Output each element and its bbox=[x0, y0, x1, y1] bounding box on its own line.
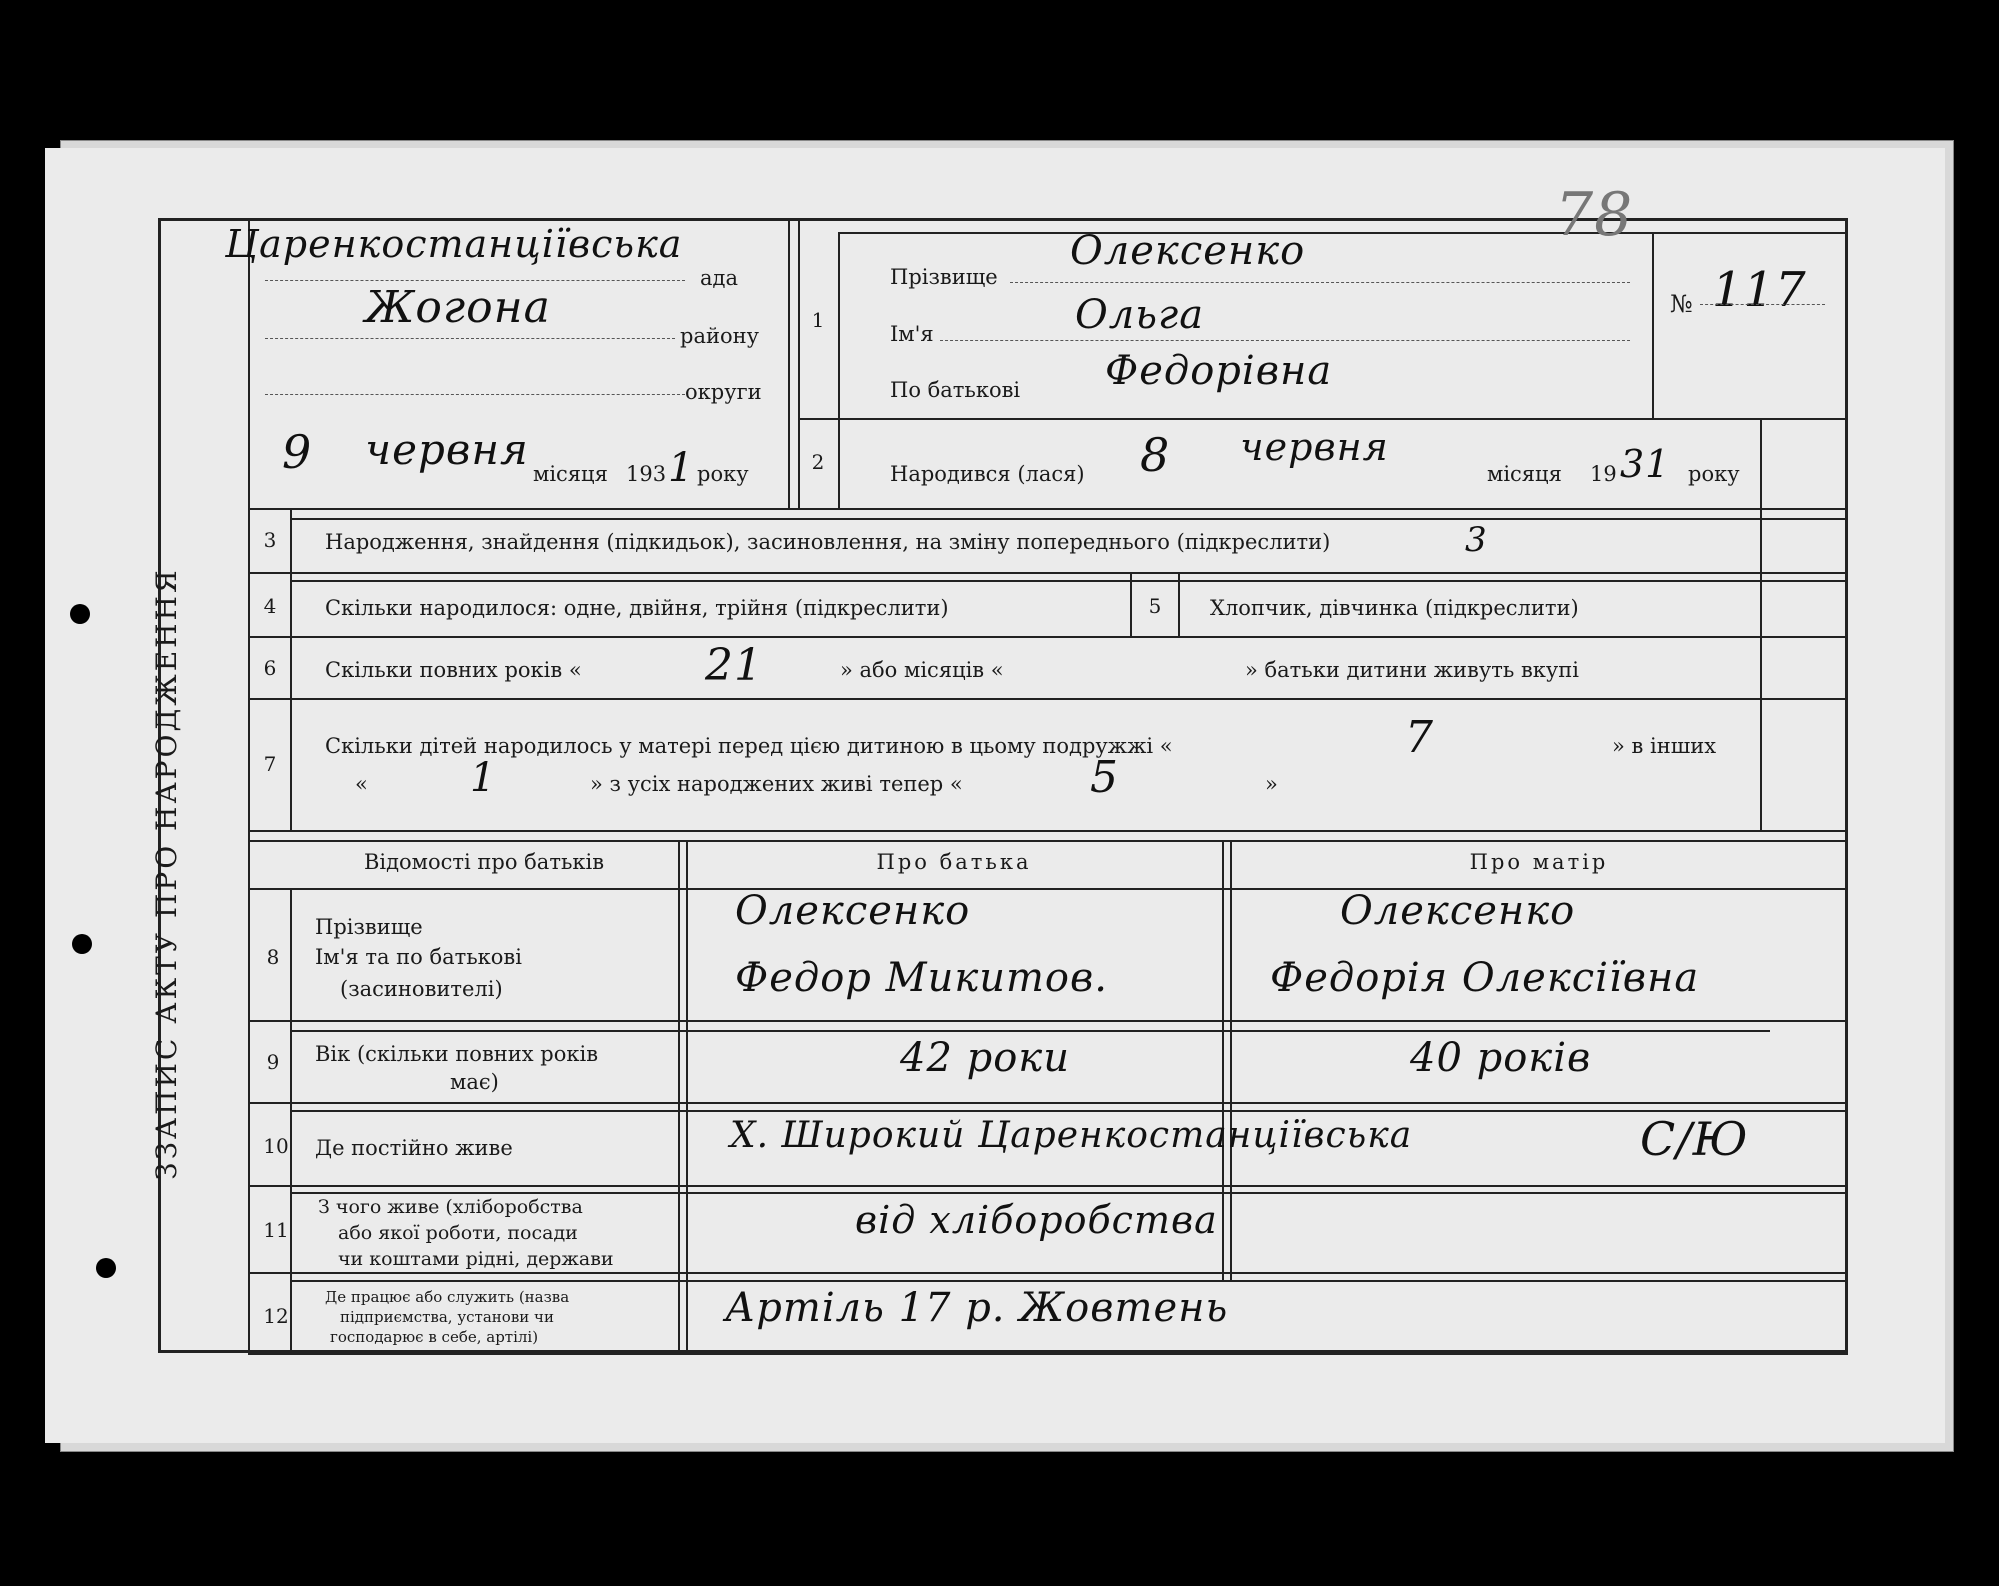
parents-top-inner bbox=[248, 840, 1848, 842]
row6-text-b: » або місяців « bbox=[840, 658, 1004, 682]
mother-surname: Олексенко bbox=[1340, 888, 1576, 934]
surname-label: Прізвище bbox=[890, 265, 998, 289]
year-handwritten: 1 bbox=[668, 445, 695, 491]
born-year-word: року bbox=[1688, 462, 1740, 486]
binder-hole bbox=[70, 604, 90, 624]
row7-text-e: » bbox=[1265, 772, 1278, 796]
patronymic-label: По батькові bbox=[890, 378, 1021, 402]
district-suffix: району bbox=[680, 324, 759, 348]
binder-hole bbox=[96, 1258, 116, 1278]
row-number: 2 bbox=[811, 450, 825, 474]
born-year-handwritten: 31 bbox=[1620, 442, 1671, 486]
name-label: Ім'я bbox=[890, 322, 934, 346]
row6-text-a: Скільки повних років « bbox=[325, 658, 582, 682]
row7-text-d: » з усіх народжених живі тепер « bbox=[590, 772, 963, 796]
header-father: Про батька bbox=[876, 850, 1032, 874]
surname-value: Олексенко bbox=[1070, 228, 1306, 274]
row7-text-b: » в інших bbox=[1612, 734, 1717, 758]
row9-top-inner bbox=[290, 1030, 1770, 1032]
row3-text: Народження, знайдення (підкидьок), засиновлення, на зміну попереднього (підкреслити) bbox=[325, 530, 1331, 554]
r9-label-2: має) bbox=[450, 1070, 499, 1094]
row4-top bbox=[248, 572, 1848, 574]
header-mother: Про матір bbox=[1469, 850, 1609, 874]
row6-text-c: » батьки дитини живуть вкупі bbox=[1245, 658, 1579, 682]
row-number: 4 bbox=[263, 594, 277, 618]
year-word: року bbox=[697, 462, 749, 486]
row4-text: Скільки народилося: одне, двійня, трійня (підкреслити) bbox=[325, 596, 949, 620]
okrug-line bbox=[265, 394, 685, 395]
number-box-left bbox=[1652, 232, 1654, 418]
row4-top-inner bbox=[290, 580, 1848, 582]
residence: Х. Широкий Царенкостанціївська bbox=[730, 1115, 1413, 1156]
month-word: місяця bbox=[533, 462, 608, 486]
row12-top bbox=[248, 1272, 1848, 1274]
father-name: Федор Микитов. bbox=[735, 955, 1109, 1001]
binder-hole bbox=[72, 934, 92, 954]
record-number-prefix: № bbox=[1670, 290, 1693, 318]
row9-top bbox=[248, 1020, 1848, 1022]
row7-this-marriage: 7 bbox=[1405, 712, 1434, 763]
row-number: 11 bbox=[263, 1218, 289, 1242]
r12-label-2: підприємства, установи чи bbox=[340, 1308, 554, 1326]
r9-label-1: Вік (скільки повних років bbox=[315, 1042, 599, 1066]
row11-top-inner bbox=[290, 1192, 1848, 1194]
row10-top bbox=[248, 1102, 1848, 1104]
row-number: 10 bbox=[263, 1134, 289, 1158]
born-month-word: місяця bbox=[1487, 462, 1562, 486]
header-label: Відомості про батьків bbox=[363, 850, 605, 874]
r11-label-2: або якої роботи, посади bbox=[338, 1222, 578, 1244]
born-year-print: 19 bbox=[1590, 462, 1617, 486]
top-divider-2 bbox=[798, 218, 800, 508]
date-month: червня bbox=[365, 425, 529, 474]
row3-mark: 3 bbox=[1465, 520, 1488, 560]
parents-col-label bbox=[678, 840, 680, 1353]
father-age: 42 роки bbox=[900, 1035, 1070, 1081]
year-print: 193 bbox=[626, 462, 667, 486]
top-divider-1 bbox=[788, 218, 790, 508]
row5-divider-b bbox=[1178, 572, 1180, 638]
row-number: 7 bbox=[263, 752, 277, 776]
district-line bbox=[265, 338, 675, 339]
r8-label-2: Ім'я та по батькові bbox=[315, 945, 522, 969]
title-strip-divider bbox=[248, 218, 250, 1353]
record-number-value: 117 bbox=[1712, 262, 1807, 318]
r12-label-1: Де працює або служить (назва bbox=[325, 1288, 570, 1306]
residence-mark: С/Ю bbox=[1640, 1112, 1749, 1166]
row3-top-inner bbox=[290, 518, 1848, 520]
rada-suffix: ада bbox=[700, 266, 738, 290]
row-number: 9 bbox=[266, 1050, 280, 1074]
vertical-title: ЗЗАПИС АКТУ ПРО НАРОДЖЕННЯ bbox=[150, 567, 183, 1180]
mother-name: Федорія Олексіївна bbox=[1270, 955, 1700, 1001]
rows-right-edge bbox=[1760, 418, 1762, 830]
born-day: 8 bbox=[1140, 428, 1171, 482]
row6-top bbox=[248, 636, 1848, 638]
row10-top-inner bbox=[290, 1110, 1848, 1112]
row7-text-c: « bbox=[355, 772, 368, 796]
row7-text-a: Скільки дітей народилось у матері перед цією дитиною в цьому подружжі « bbox=[325, 734, 1173, 758]
parents-top bbox=[248, 830, 1848, 832]
r11-label-3: чи коштами рідні, держави bbox=[338, 1248, 614, 1270]
council-handwritten: Царенкостанціївська bbox=[225, 222, 683, 266]
number-box-top bbox=[838, 232, 1848, 234]
born-month: червня bbox=[1240, 425, 1389, 469]
parents-rownum-col bbox=[290, 888, 292, 1353]
row11-top bbox=[248, 1185, 1848, 1187]
top-divider-3 bbox=[838, 232, 840, 508]
parents-col-label-b bbox=[686, 840, 688, 1353]
row7-top bbox=[248, 698, 1848, 700]
parents-col-mother bbox=[1222, 840, 1224, 1280]
okrug-suffix: округи bbox=[685, 380, 762, 404]
parents-col-mother-b bbox=[1230, 840, 1232, 1280]
row5-text: Хлопчик, дівчинка (підкреслити) bbox=[1210, 596, 1579, 620]
row-number: 1 bbox=[811, 308, 825, 332]
r8-label-1: Прізвище bbox=[315, 915, 423, 939]
corner-mark: 78 bbox=[1555, 180, 1634, 250]
table-bottom bbox=[248, 1353, 1848, 1355]
born-label: Народився (лася) bbox=[890, 462, 1085, 486]
row-number: 8 bbox=[266, 945, 280, 969]
r8-label-3: (засиновителі) bbox=[340, 977, 503, 1001]
row12-top-inner bbox=[290, 1280, 1848, 1282]
r12-label-3: господарює в себе, артілі) bbox=[330, 1328, 539, 1346]
row-number: 12 bbox=[263, 1304, 289, 1328]
parents-header-bottom bbox=[248, 888, 1848, 890]
livelihood: від хліборобства bbox=[855, 1198, 1218, 1242]
date-day: 9 bbox=[282, 425, 313, 479]
name-value: Ольга bbox=[1075, 292, 1205, 338]
name-line bbox=[940, 340, 1630, 341]
top-row-divider bbox=[798, 418, 1848, 420]
row-number: 3 bbox=[263, 528, 277, 552]
rownum-col-line bbox=[290, 508, 292, 830]
surname-line bbox=[1010, 282, 1630, 283]
row-number: 5 bbox=[1148, 594, 1162, 618]
district-handwritten: Жогона bbox=[365, 282, 551, 333]
work: Артіль 17 р. Жовтень bbox=[725, 1285, 1229, 1331]
row6-years: 21 bbox=[705, 640, 763, 691]
row-number: 6 bbox=[263, 656, 277, 680]
r10-label: Де постійно живе bbox=[315, 1136, 513, 1160]
patronymic-value: Федорівна bbox=[1105, 348, 1333, 394]
row3-top bbox=[248, 508, 1848, 510]
r11-label-1: З чого живе (хліборобства bbox=[318, 1196, 583, 1218]
row5-divider-a bbox=[1130, 572, 1132, 638]
row7-alive: 5 bbox=[1090, 752, 1119, 803]
record-number-line bbox=[1700, 304, 1825, 305]
father-surname: Олексенко bbox=[735, 888, 971, 934]
council-line bbox=[265, 280, 685, 281]
row7-other: 1 bbox=[470, 755, 497, 801]
mother-age: 40 років bbox=[1410, 1035, 1592, 1081]
